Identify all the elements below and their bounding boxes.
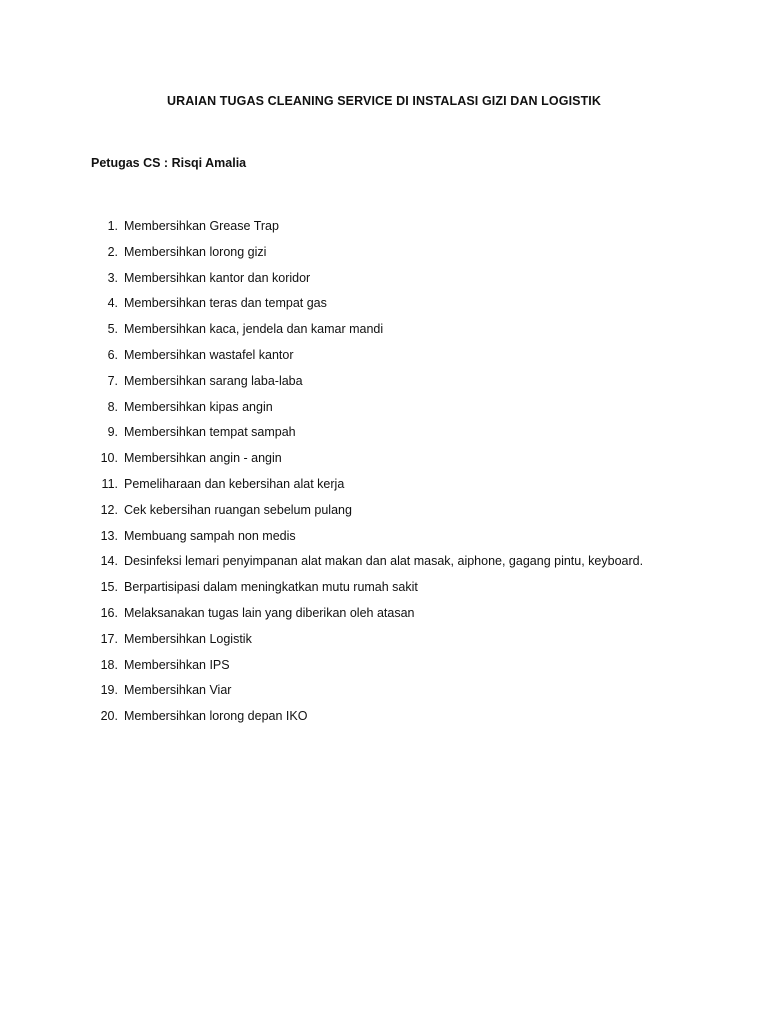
task-text: Membersihkan wastafel kantor <box>124 347 294 362</box>
task-number: 2. <box>107 244 118 259</box>
task-number: 15. <box>100 580 118 595</box>
task-number: 9. <box>107 425 118 440</box>
task-text: Membersihkan lorong gizi <box>124 244 267 259</box>
task-text: Membersihkan Viar <box>124 683 232 698</box>
task-text: Membersihkan IPS <box>124 657 230 672</box>
task-text: Membersihkan lorong depan IKO <box>124 709 308 724</box>
task-number: 7. <box>107 373 118 388</box>
task-text: Membersihkan angin - angin <box>124 451 282 466</box>
task-number: 20. <box>100 709 118 724</box>
task-number: 3. <box>107 270 118 285</box>
task-text: Berpartisipasi dalam meningkatkan mutu rumah sakit <box>124 580 418 595</box>
task-text: Membersihkan kaca, jendela dan kamar mandi <box>124 322 384 337</box>
task-number: 4. <box>107 296 118 311</box>
task-number: 10. <box>100 451 118 466</box>
task-number: 19. <box>100 683 118 698</box>
task-text: Membersihkan teras dan tempat gas <box>124 296 327 311</box>
task-number: 13. <box>100 528 118 543</box>
task-number: 6. <box>107 347 118 362</box>
task-text: Pemeliharaan dan kebersihan alat kerja <box>124 476 345 491</box>
task-text: Membersihkan sarang laba-laba <box>124 373 303 388</box>
task-text: Melaksanakan tugas lain yang diberikan oleh atasan <box>124 605 415 620</box>
task-text: Membersihkan kipas angin <box>124 399 273 414</box>
task-text: Membersihkan tempat sampah <box>124 425 296 440</box>
task-number: 18. <box>100 657 118 672</box>
task-number: 14. <box>100 554 118 569</box>
task-number: 12. <box>100 502 118 517</box>
task-text: Desinfeksi lemari penyimpanan alat makan dan alat masak, aiphone, gagang pintu, keyboard. <box>124 554 644 569</box>
task-text: Membersihkan kantor dan koridor <box>124 270 311 285</box>
task-text: Membersihkan Logistik <box>124 631 252 646</box>
task-number: 16. <box>100 605 118 620</box>
task-number: 1. <box>107 219 118 233</box>
task-number: 11. <box>101 476 118 491</box>
document-title: URAIAN TUGAS CLEANING SERVICE DI INSTALASI GIZI DAN LOGISTIK <box>166 94 602 108</box>
task-text: Cek kebersihan ruangan sebelum pulang <box>124 502 352 517</box>
task-text: Membersihkan Grease Trap <box>124 219 279 233</box>
task-text: Membuang sampah non medis <box>124 528 296 543</box>
task-number: 17. <box>100 631 118 646</box>
task-number: 8. <box>107 399 118 414</box>
staff-name-line: Petugas CS : Risqi Amalia <box>91 156 247 170</box>
task-number: 5. <box>107 322 118 337</box>
